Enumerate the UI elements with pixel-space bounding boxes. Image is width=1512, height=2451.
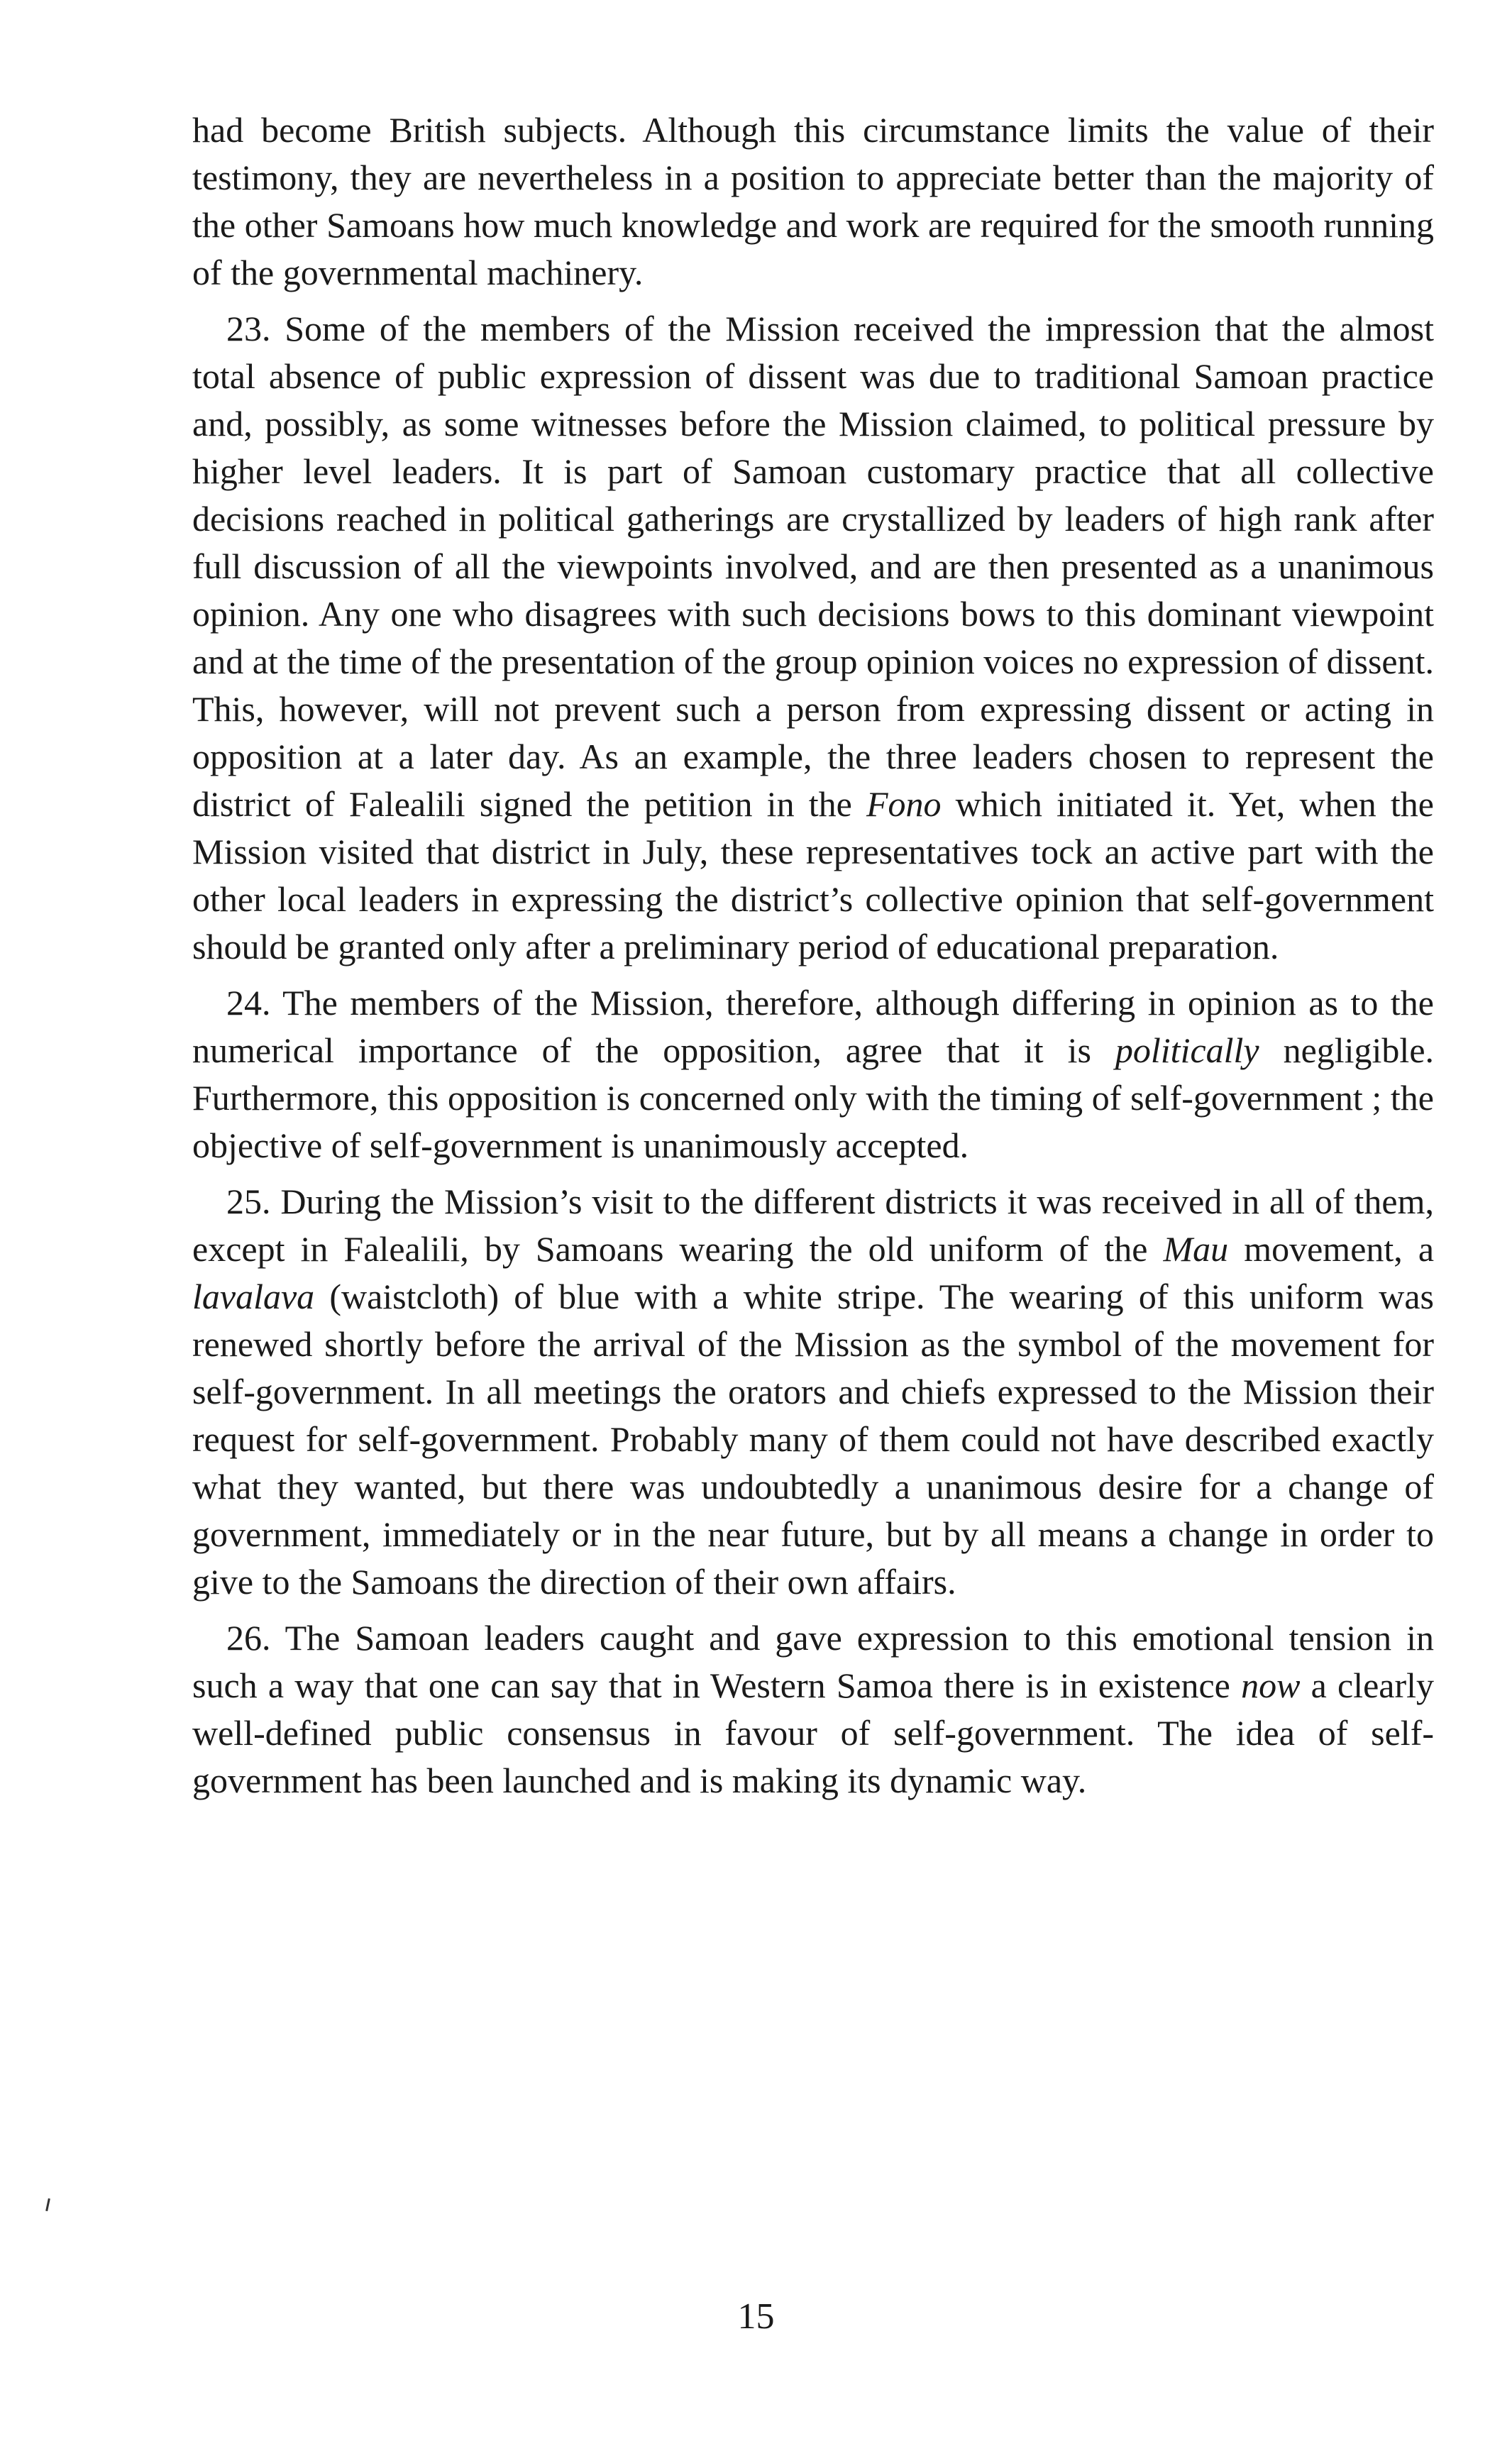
- paragraph-number: 24.: [226, 983, 271, 1023]
- paragraph-text: (waistcloth) of blue with a white stripe. The wearing of this uniform was renewed shortly before the arrival of the Mission as the symbol of the movement for self-government. In all meetings the orators and chiefs expressed to the Mission their request for self-government. Probably many of them could not have described exactly what they wanted, but there was undoubtedly a unanimous desire for a change of government, immediately or in the near future, but by all means a change in order to give to the Samoans the direction of their own affairs.: [192, 1277, 1435, 1602]
- paragraph-text: The members of the Mission, therefore, although differing in opinion as to the numerical importance of the opposition, agree that it is: [192, 983, 1434, 1070]
- paragraph-22-continuation: [192, 106, 1434, 297]
- paragraph-23: [192, 305, 1434, 971]
- paragraph-number: 26.: [226, 1618, 271, 1658]
- italic-term: lavalava: [192, 1277, 315, 1316]
- document-page: [192, 106, 1434, 1813]
- paragraph-text: movement, a: [1244, 1229, 1435, 1269]
- paragraph-25: [192, 1178, 1434, 1606]
- paragraph-text: negligible. Furthermore, this opposition is concerned only with the timing of self-government ; the objective of self-government is unanimously accepted.: [192, 1030, 1435, 1165]
- italic-term: Mau: [1163, 1229, 1229, 1269]
- italic-term: politically: [1115, 1030, 1259, 1070]
- paragraph-24: [192, 979, 1434, 1169]
- stray-ink-mark: [45, 2198, 50, 2211]
- paragraph-text: Some of the members of the Mission received the impression that the almost total absence of public expression of dissent was due to traditional Samoan practice and, possibly, as some witnesses before the Mission claimed, to political pressure by higher level leaders. It is part of Samoan customary practice that all collective decisions reached in political gatherings are crystallized by leaders of high rank after full discussion of all the viewpoints involved, and are then presented as a unanimous opinion. Any one who disagrees with such decisions bows to this dominant viewpoint and at the time of the presentation of the group opinion voices no expression of dissent. This, however, will not prevent such a person from expressing dissent or acting in opposition at a later day. As an example, the three leaders chosen to represent the district of Falealili signed the petition in the: [192, 309, 1434, 824]
- paragraph-text: which initiated it. Yet, when the Mission visited that district in July, these representatives tock an active part with the other local leaders in expressing the district’s collective opinion that self-government should be granted only after a preliminary period of educational preparation.: [192, 784, 1434, 966]
- page-number: 15: [737, 2296, 775, 2337]
- italic-term: Fono: [866, 784, 942, 824]
- paragraph-26: [192, 1614, 1434, 1805]
- paragraph-number: 23.: [226, 309, 271, 348]
- paragraph-text: a clearly well-defined public consensus in favour of self-government. The idea of self-government has been launched and is making its dynamic way.: [192, 1665, 1435, 1800]
- paragraph-text: The Samoan leaders caught and gave expression to this emotional tension in such a way that one can say that in Western Samoa there is in existence: [192, 1618, 1434, 1705]
- italic-term: now: [1241, 1665, 1301, 1705]
- paragraph-number: 25.: [226, 1182, 271, 1221]
- paragraph-text: During the Mission’s visit to the different districts it was received in all of them, except in Falealili, by Samoans wearing the old uniform of the: [192, 1182, 1434, 1269]
- paragraph-text: had become British subjects. Although this circumstance limits the value of their testimony, they are nevertheless in a position to appreciate better than the majority of the other Samoans how much knowledge and work are required for the smooth running of the governmental machinery.: [192, 110, 1434, 292]
